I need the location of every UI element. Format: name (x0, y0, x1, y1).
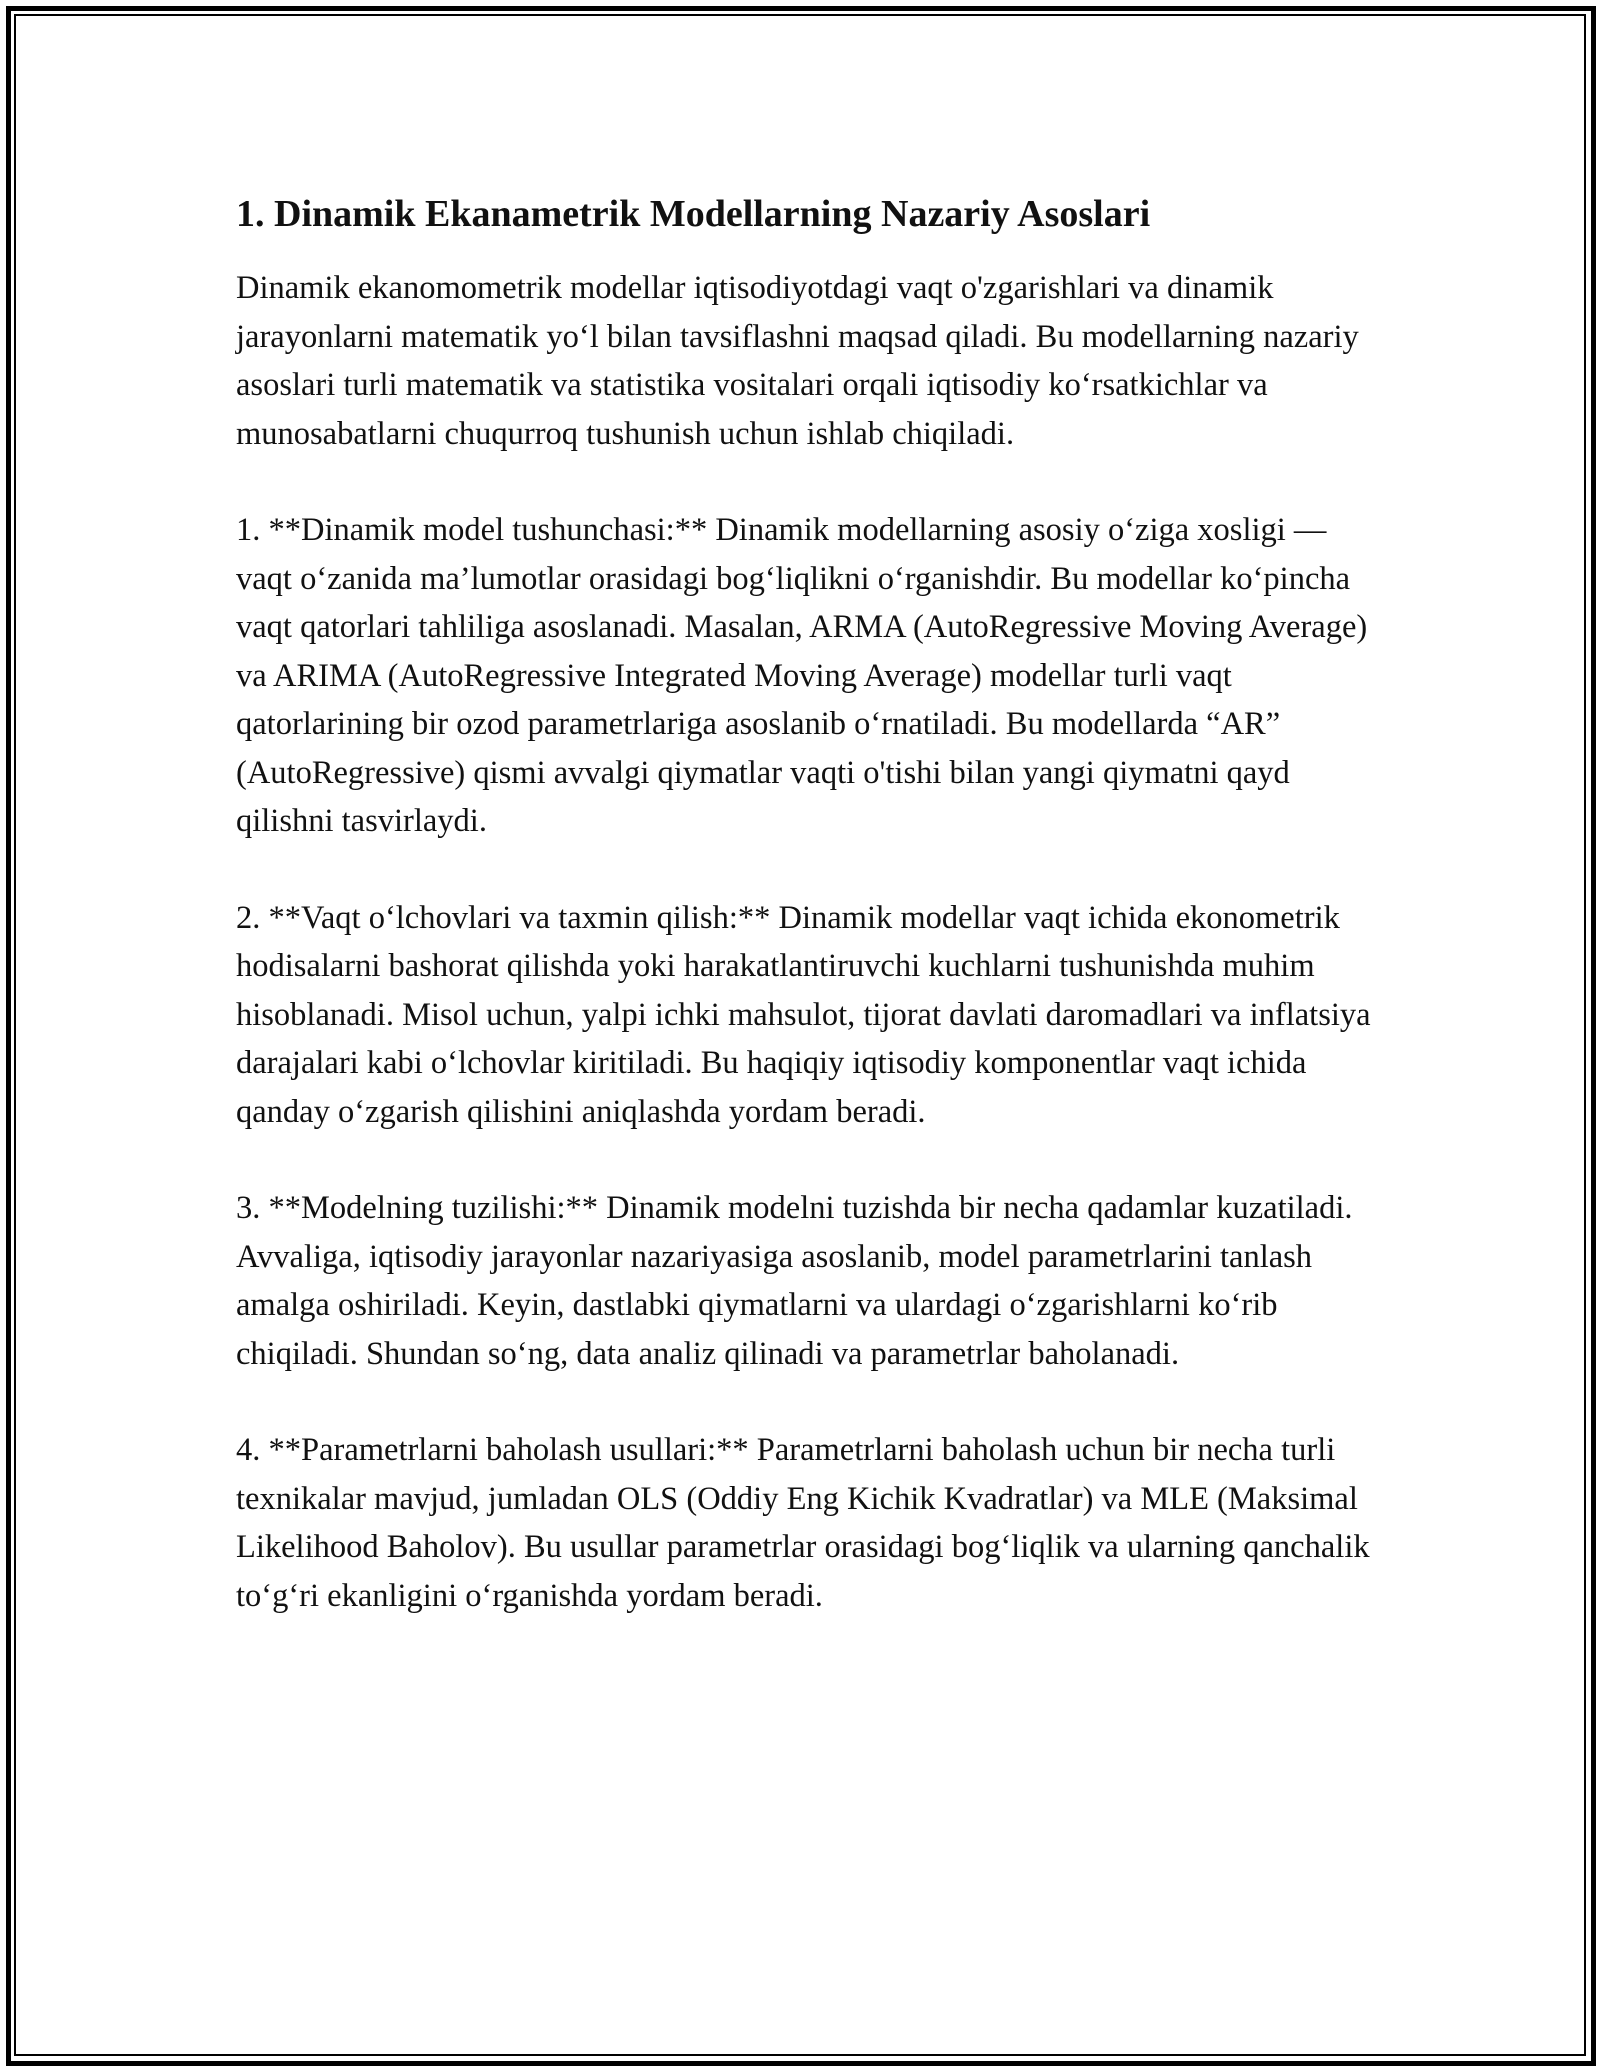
paragraph-parameter-estimation: 4. **Parametrlarni baholash usullari:** Parametrlarni baholash uchun bir necha turli texnikalar mavjud, jumladan OLS (Oddiy Eng Kichik Kvadratlar) va MLE (Maksimal Likelihood Baholov). Bu usullar parametrlar orasidagi bog‘liqlik va ularning qanchalik to‘g‘ri ekanligini o‘rganishda yordam beradi. (236, 1432, 1370, 1614)
paragraph-dynamic-model-concept: 1. **Dinamik model tushunchasi:** Dinamik modellarning asosiy o‘ziga xosligi — vaqt o‘zanida ma’lumotlar orasidagi bog‘liqlikni o‘rganishdir. Bu modellar ko‘pincha vaqt qatorlari tahliliga asoslanadi. Masalan, ARMA (AutoRegressive Moving Average) va ARIMA (AutoRegressive Integrated Moving Average) modellar turli vaqt qatorlarining bir ozod parametrlariga asoslanib o‘rnatiladi. Bu modellarda “AR” (AutoRegressive) qismi avvalgi qiymatlar vaqti o'tishi bilan yangi qiymatni qayd qilishni tasvirlaydi. (236, 512, 1368, 839)
document-body (236, 186, 1386, 1668)
paragraph-time-measures-forecasting: 2. **Vaqt o‘lchovlari va taxmin qilish:** Dinamik modellar vaqt ichida ekonometrik hodisalarni bashorat qilishda yoki harakatlantiruvchi kuchlarni tushunishda muhim hisoblanadi. Misol uchun, yalpi ichki mahsulot, tijorat davlati daromadlari va inflatsiya darajalari kabi o‘lchovlar kiritiladi. Bu haqiqiy iqtisodiy komponentlar vaqt ichida qanday o‘zgarish qilishini aniqlashda yordam beradi. (236, 899, 1371, 1130)
paragraph-intro: Dinamik ekanomometrik modellar iqtisodiyotdagi vaqt o'zgarishlari va dinamik jarayonlarni matematik yo‘l bilan tavsiflashni maqsad qiladi. Bu modellarning nazariy asoslari turli matematik va statistika vositalari orqali iqtisodiy ko‘rsatkichlar va munosabatlarni chuqurroq tushunish uchun ishlab chiqiladi. (236, 270, 1359, 452)
paragraph-model-structure: 3. **Modelning tuzilishi:** Dinamik modelni tuzishda bir necha qadamlar kuzatiladi. Avvaliga, iqtisodiy jarayonlar nazariyasiga asoslanib, model parametrlarini tanlash amalga oshiriladi. Keyin, dastlabki qiymatlarni va ulardagi o‘zgarishlarni ko‘rib chiqiladi. Shundan so‘ng, data analiz qilinadi va parametrlar baholanadi. (236, 1190, 1353, 1372)
document-title: 1. Dinamik Ekanametrik Modellarning Nazariy Asoslari (236, 193, 1151, 235)
